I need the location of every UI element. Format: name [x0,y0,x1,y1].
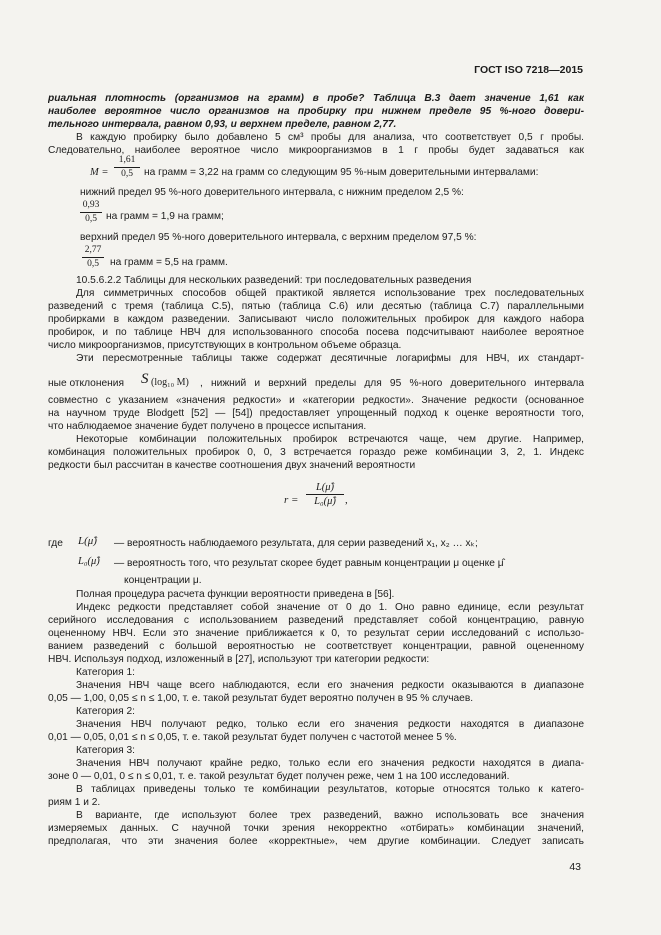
text-line: Следовательно, наиболее вероятное число микроорганизмов в 1 г пробы будет задаваться как [48,145,584,156]
fraction-bar [114,167,140,168]
text-line: Индекс редкости представляет собой значение от 0 до 1. Оно равно единице, если результат [76,602,584,613]
text-line: серийного исследования с использованием разведений представляет собой концентрацию, равную [48,615,584,626]
text-line: зоне 0 — 0,01, 0 ≤ n ≤ 0,01, т. е. такой результат будет получен реже, чем 1 на 100 исследований. [48,771,510,782]
text-line: на научном труде Blodgett [52] — [54]) предоставляет упрощенный подход к оценке вероятности того, [48,408,584,419]
m-fraction [114,155,140,180]
text-line: на грамм = 5,5 на грамм. [110,257,228,268]
text-line: ные отклонения [48,378,124,389]
text-line: НВЧ. Используя подход, изложенный в [27], используют три категории редкости: [48,654,430,665]
text-line: Эти пересмотренные таблицы также содержат десятичные логарифмы для НВЧ, их стандарт- [76,353,584,364]
text-line: оцененному НВЧ. Если это значение приближается к 0, то результат серии исследований с использо- [48,628,584,639]
fraction-denominator: L₀(μ̂) [314,496,336,507]
fraction-denominator: 0,5 [87,259,99,269]
text-line: Значения НВЧ получают редко, только если его значения редкости находятся в диапазоне [76,719,584,730]
text-line: Полная процедура расчета функции вероятности приведена в [56]. [76,589,395,600]
text-line: — вероятность наблюдаемого результата, для серии разведений x₁, x₂ … xₖ; [114,538,478,549]
text-line: нижний предел 95 %-ного доверительного интервала, с нижним пределом 2,5 %: [80,187,464,198]
fraction-numerator: L(μ̂) [315,482,335,493]
text-line: риальная плотность (организмов на грамм) в пробе? Таблица В.3 дает значение 1,61 как [48,93,584,104]
log-argument: (log₁₀ M) [151,377,189,388]
text-line: совместно с указанием «значения редкости» и «категории редкости». Значение редкости (основанное [48,395,584,406]
text-line: пробирками в каждом разведении. Записывают число положительных пробирок для каждого набора [48,314,584,325]
text-line: комбинация положительных пробирок 0, 0, 3 встречается гораздо реже комбинации 3, 2, 1. Индекс [48,447,584,458]
text-line: верхний предел 95 %-ного доверительного интервала, с верхним пределом 97,5 %: [80,232,477,243]
fraction-bar [82,257,104,258]
text-line: Значения НВЧ чаще всего наблюдаются, если его значения редкости оказываются в диапазоне [76,680,584,691]
text-line: ванием разведений с большой вероятностью не соответствует концентрации, равной оцененному [48,641,584,652]
text-line: что наблюдаемое значение будет получено в процессе испытания. [48,421,367,432]
likelihood-symbol: L(μ̂) [78,535,97,547]
standard-header: ГОСТ ISO 7218—2015 [474,64,583,76]
text-line: В таблицах приведены только те комбинации результатов, которые относятся только к катего- [76,784,584,795]
fraction-numerator: 1,61 [118,155,136,165]
lower-fraction [80,200,102,225]
text-line: наиболее вероятное число организмов на пробирку при нижнем пределе 95 %-ного довери- [48,106,584,117]
upper-fraction [82,245,104,270]
text-line: на грамм = 3,22 на грамм со следующим 95 %-ным доверительными интервалами: [144,167,539,178]
category-heading: Категория 1: [76,667,135,678]
fraction-numerator: 0,93 [82,200,100,210]
text-line: разведений с тремя (таблица С.5), пятью (таблица С.6) или десятью (таблица С.7) параллельными [48,301,584,312]
text-line: 0,01 — 0,05, 0,01 ≤ n ≤ 0,05, т. е. такой результат будет получен с частотой менее 5 %. [48,732,457,743]
text-line: Некоторые комбинации положительных пробирок встречаются чаще, чем другие. Например, [76,434,584,445]
formula-comma: , [345,494,348,506]
fraction-numerator: 2,77 [84,245,102,255]
r-symbol: r = [284,494,299,506]
where-label: где [48,538,63,549]
text-line: предполагая, что эти значения более «корректные», чем другие комбинации. Следует записать [48,836,584,847]
text-line: тельного интервала, равном 0,93, и верхнем пределе, равном 2,77. [48,119,397,130]
text-line: 0,05 — 1,00, 0,05 ≤ n ≤ 1,00, т. е. такой результат будет вероятно получен в 95 % случаев. [48,693,474,704]
text-line: Для симметричных способов общей практикой является использование трех последовательных [76,288,584,299]
text-line: Значения НВЧ получают крайне редко, только если его значения редкости находятся в диапа- [76,758,584,769]
page-number: 43 [569,861,581,873]
m-symbol: M = [90,167,109,178]
fraction-bar [80,212,102,213]
fraction-bar [306,494,344,495]
std-dev-symbol: S [141,371,149,387]
fraction-denominator: 0,5 [85,214,97,224]
text-line: пробирок, и по таблице НВЧ для использованного способа посева подсчитывают наиболее вероятное [48,327,584,338]
text-line: число микроорганизмов, присутствующих в контрольном объеме образца. [48,340,402,351]
text-line: концентрации μ. [124,575,202,586]
fraction-denominator: 0,5 [121,169,133,179]
category-heading: Категория 2: [76,706,135,717]
text-line: измеряемых данных. С научной точки зрения некорректно «отбирать» комбинации значений, [48,823,584,834]
text-line: — вероятность того, что результат скорее будет равным концентрации μ оценке μ̂ [114,558,504,569]
text-line: В варианте, где используют более трех разведений, важно использовать все значения [76,810,584,821]
text-line: В каждую пробирку было добавлено 5 см³ пробы для анализа, что соответствует 0,5 г пробы. [76,132,584,143]
section-heading: 10.5.6.2.2 Таблицы для нескольких разведений: три последовательных разведения [76,275,472,286]
text-line: , нижний и верхний пределы для 95 %-ного доверительного интервала [200,378,584,389]
likelihood0-symbol: L₀(μ̂) [78,556,100,567]
category-heading: Категория 3: [76,745,135,756]
text-line: риям 1 и 2. [48,797,101,808]
r-fraction [306,482,344,507]
text-line: на грамм = 1,9 на грамм; [106,211,224,222]
text-line: редкости был рассчитан в качестве соотношения двух значений вероятности [48,460,416,471]
